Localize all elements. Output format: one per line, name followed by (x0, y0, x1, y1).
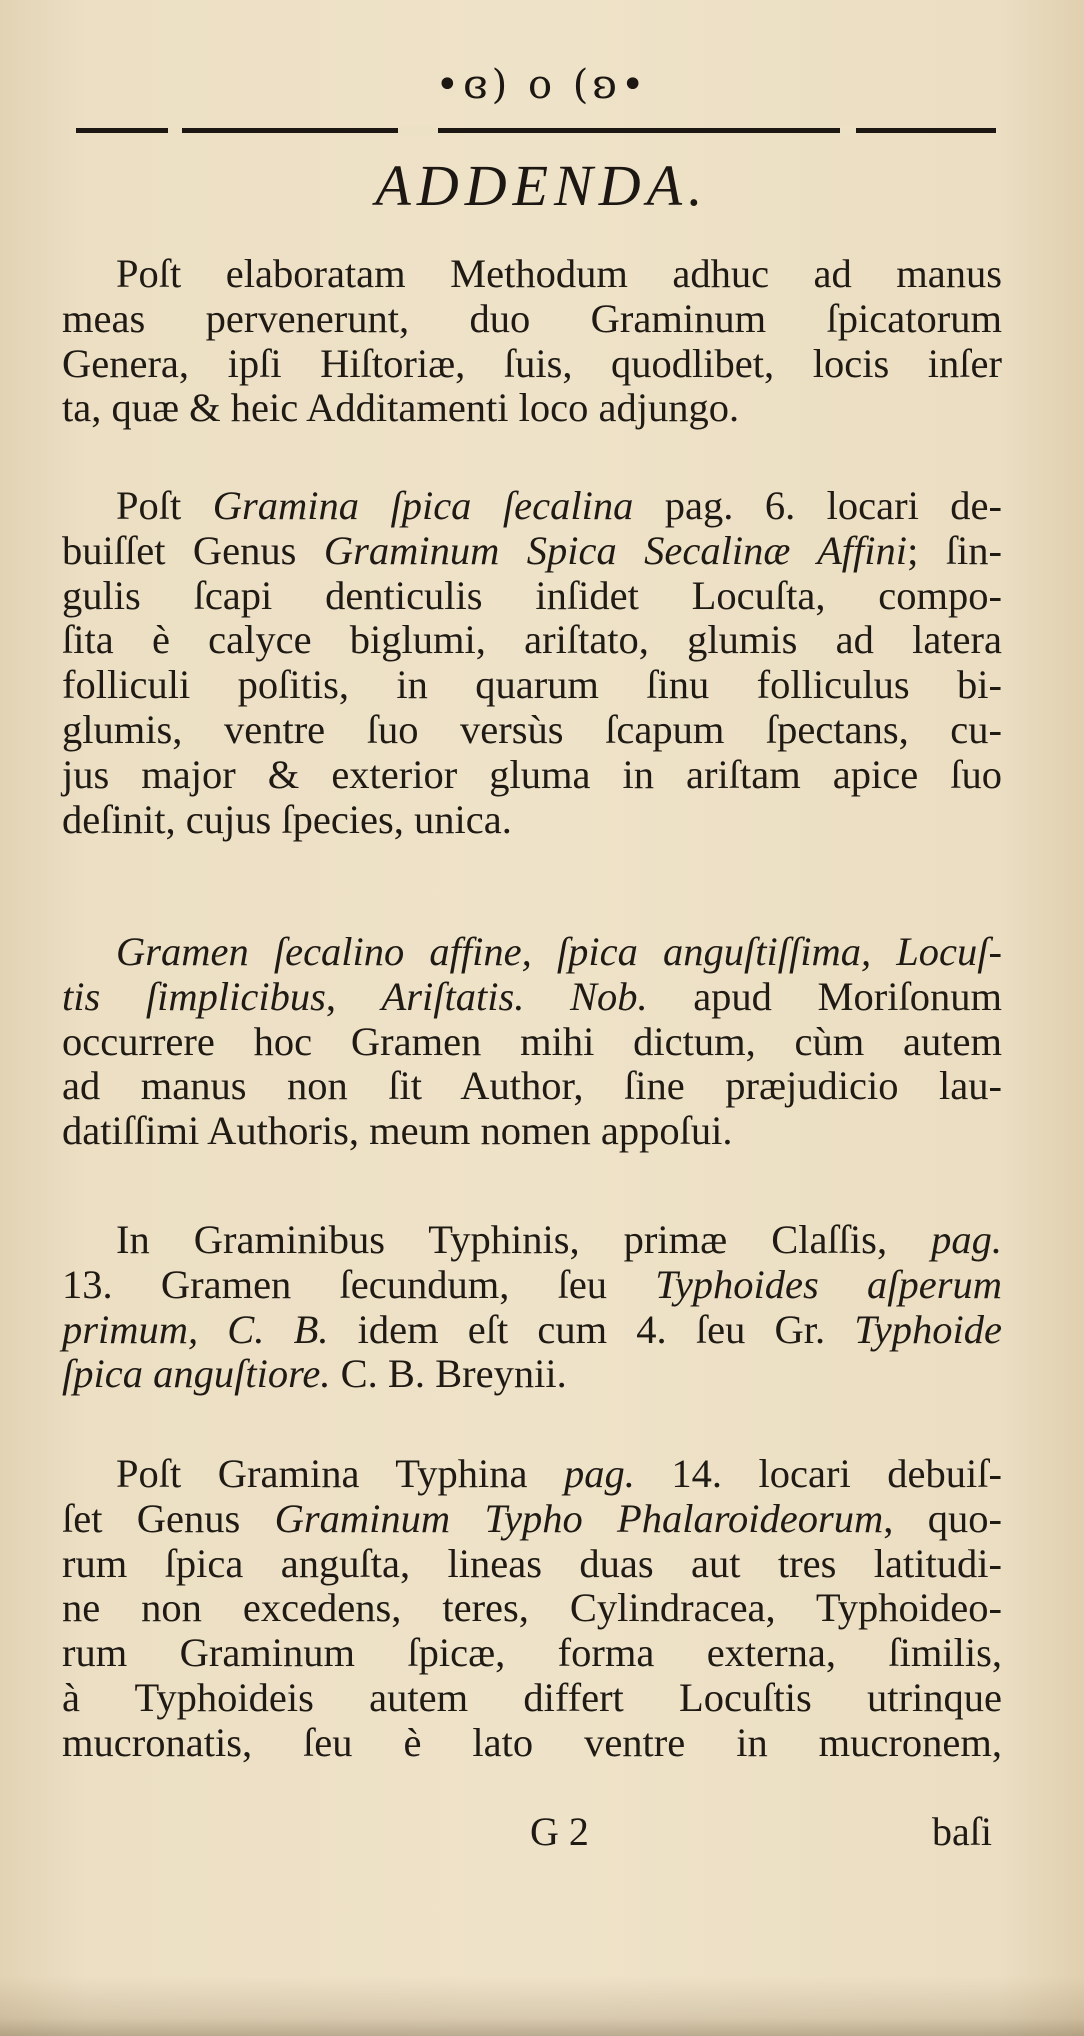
text-line: 13. Gramen ſecundum, ſeu Typhoides aſperum (62, 1261, 1002, 1307)
text-line: primum, C. B. idem eſt cum 4. ſeu Gr. Typhoide (62, 1306, 1002, 1352)
page-number: •ɞ) o (ʚ• (435, 62, 649, 108)
header-rule (76, 128, 996, 133)
text-line: rum ſpica anguſta, lineas duas aut tres latitudi- (62, 1540, 1002, 1586)
text-line: Poſt Gramina ſpica ſecalina pag. 6. locari de- (116, 483, 1002, 528)
text-line: ſita è calyce biglumi, ariſtato, glumis ad latera (62, 617, 1002, 663)
text-line: glumis, ventre ſuo versùs ſcapum ſpectans, cu- (62, 706, 1002, 752)
text-line: ad manus non ſit Author, ſine præjudicio lau- (62, 1063, 1002, 1109)
text-line: Poſt Gramina Typhina pag. 14. locari debuiſ- (116, 1451, 1002, 1496)
text-line: meas pervenerunt, duo Graminum ſpicatorum (62, 295, 1002, 341)
paragraph-5 (62, 1452, 1002, 1766)
text-line: In Graminibus Typhinis, primæ Claſſis, pag. (116, 1217, 1002, 1262)
text-line: tis ſimplicibus, Ariſtatis. Nob. apud Moriſonum (62, 973, 1003, 1019)
text-line: jus major & exterior gluma in ariſtam apice ſuo (62, 751, 1002, 797)
signature-mark: G 2 (530, 1809, 589, 1854)
paragraph-1 (62, 252, 1002, 431)
text-line: deſinit, cujus ſpecies, unica. (62, 796, 512, 842)
page-edge-shadow (0, 1976, 1084, 2036)
text-line: Poſt elaboratam Methodum adhuc ad manus (116, 251, 1002, 296)
text-line: rum Graminum ſpicæ, forma externa, ſimilis, (62, 1630, 1002, 1676)
section-title: ADDENDA. (375, 153, 709, 218)
text-line: mucronatis, ſeu è lato ventre in mucronem, (62, 1719, 1002, 1765)
rule-gap (398, 126, 438, 135)
text-line: Gramen ſecalino affine, ſpica anguſtiſſima, Locuſ- (116, 929, 1002, 974)
text-line: datiſſimi Authoris, meum nomen appoſui. (62, 1108, 733, 1154)
catchword: baſi (932, 1809, 992, 1854)
text-line: ne non excedens, teres, Cylindracea, Typhoideo- (62, 1585, 1002, 1631)
text-line: à Typhoideis autem differt Locuſtis utrinque (62, 1674, 1002, 1720)
text-line: occurrere hoc Gramen mihi dictum, cùm autem (62, 1018, 1002, 1064)
paragraph-3 (62, 930, 1002, 1154)
paragraph-4 (62, 1218, 1002, 1397)
text-line: ta, quæ & heic Additamenti loco adjungo. (62, 385, 740, 431)
paragraph-2 (62, 484, 1002, 842)
rule-gap (168, 126, 182, 135)
text-line: gulis ſcapi denticulis inſidet Locuſta, compo- (62, 572, 1002, 618)
text-line: ſpica anguſtiore. C. B. Breynii. (62, 1351, 567, 1397)
text-line: Genera, ipſi Hiſtoriæ, ſuis, quodlibet, locis inſer (62, 340, 1002, 386)
text-line: buiſſet Genus Graminum Spica Secalinæ Affini; ſin- (62, 527, 1002, 573)
text-line: ſet Genus Graminum Typho Phalaroideorum, quo- (62, 1495, 1002, 1541)
rule-gap (840, 126, 856, 135)
text-line: folliculi poſitis, in quarum ſinu folliculus bi- (62, 662, 1002, 708)
